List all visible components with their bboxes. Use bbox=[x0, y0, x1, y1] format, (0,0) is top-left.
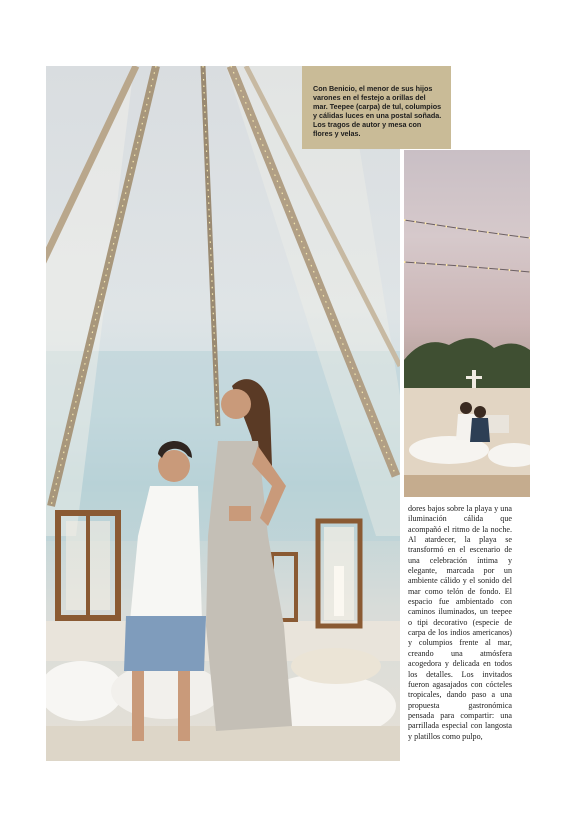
caption-text: Con Benicio, el menor de sus hijos varones en el festejo a orillas del mar. Teepee (carpa) de tul, columpios y cálidas luces en una postal soñada. Los tragos de autor y mesa con flores y velas. bbox=[313, 84, 442, 138]
main-photo bbox=[46, 66, 400, 761]
palm-trees bbox=[404, 338, 530, 390]
rug bbox=[46, 726, 400, 761]
side-photo bbox=[404, 150, 530, 497]
rug-side bbox=[404, 475, 530, 497]
teepee-scene bbox=[46, 66, 400, 761]
lantern-right bbox=[318, 521, 360, 626]
candle bbox=[334, 566, 344, 616]
guest-2 bbox=[474, 406, 486, 418]
lantern-left bbox=[58, 513, 118, 618]
beach-dinner-scene bbox=[404, 150, 530, 497]
guest-1 bbox=[460, 402, 472, 414]
article-paragraph: dores bajos sobre la playa y una iluminación cálida que acompañó el ritmo de la noche. Al atardecer, la playa se transformó en el escenario de una celebración íntima y elegante, marcada por un ambiente cálido y el sonido del mar como telón de fondo. El espacio fue ambientado con caminos iluminados, un teepee o tipi decorativo (especie de carpa de los indios americanos) y columpios frente al mar, creando una atmósfera acogedora y delicada en todos los detalles. Los invitados fueron agasajados con cócteles tropicales, dando paso a una propuesta gastronómica pensada para compartir: una parrillada especial con langosta y platillos como pulpo, bbox=[408, 504, 512, 741]
cushion-4 bbox=[291, 648, 381, 684]
cross bbox=[472, 370, 476, 390]
photo-caption bbox=[302, 66, 451, 149]
article-body bbox=[408, 504, 512, 742]
cushion-2 bbox=[111, 663, 221, 719]
